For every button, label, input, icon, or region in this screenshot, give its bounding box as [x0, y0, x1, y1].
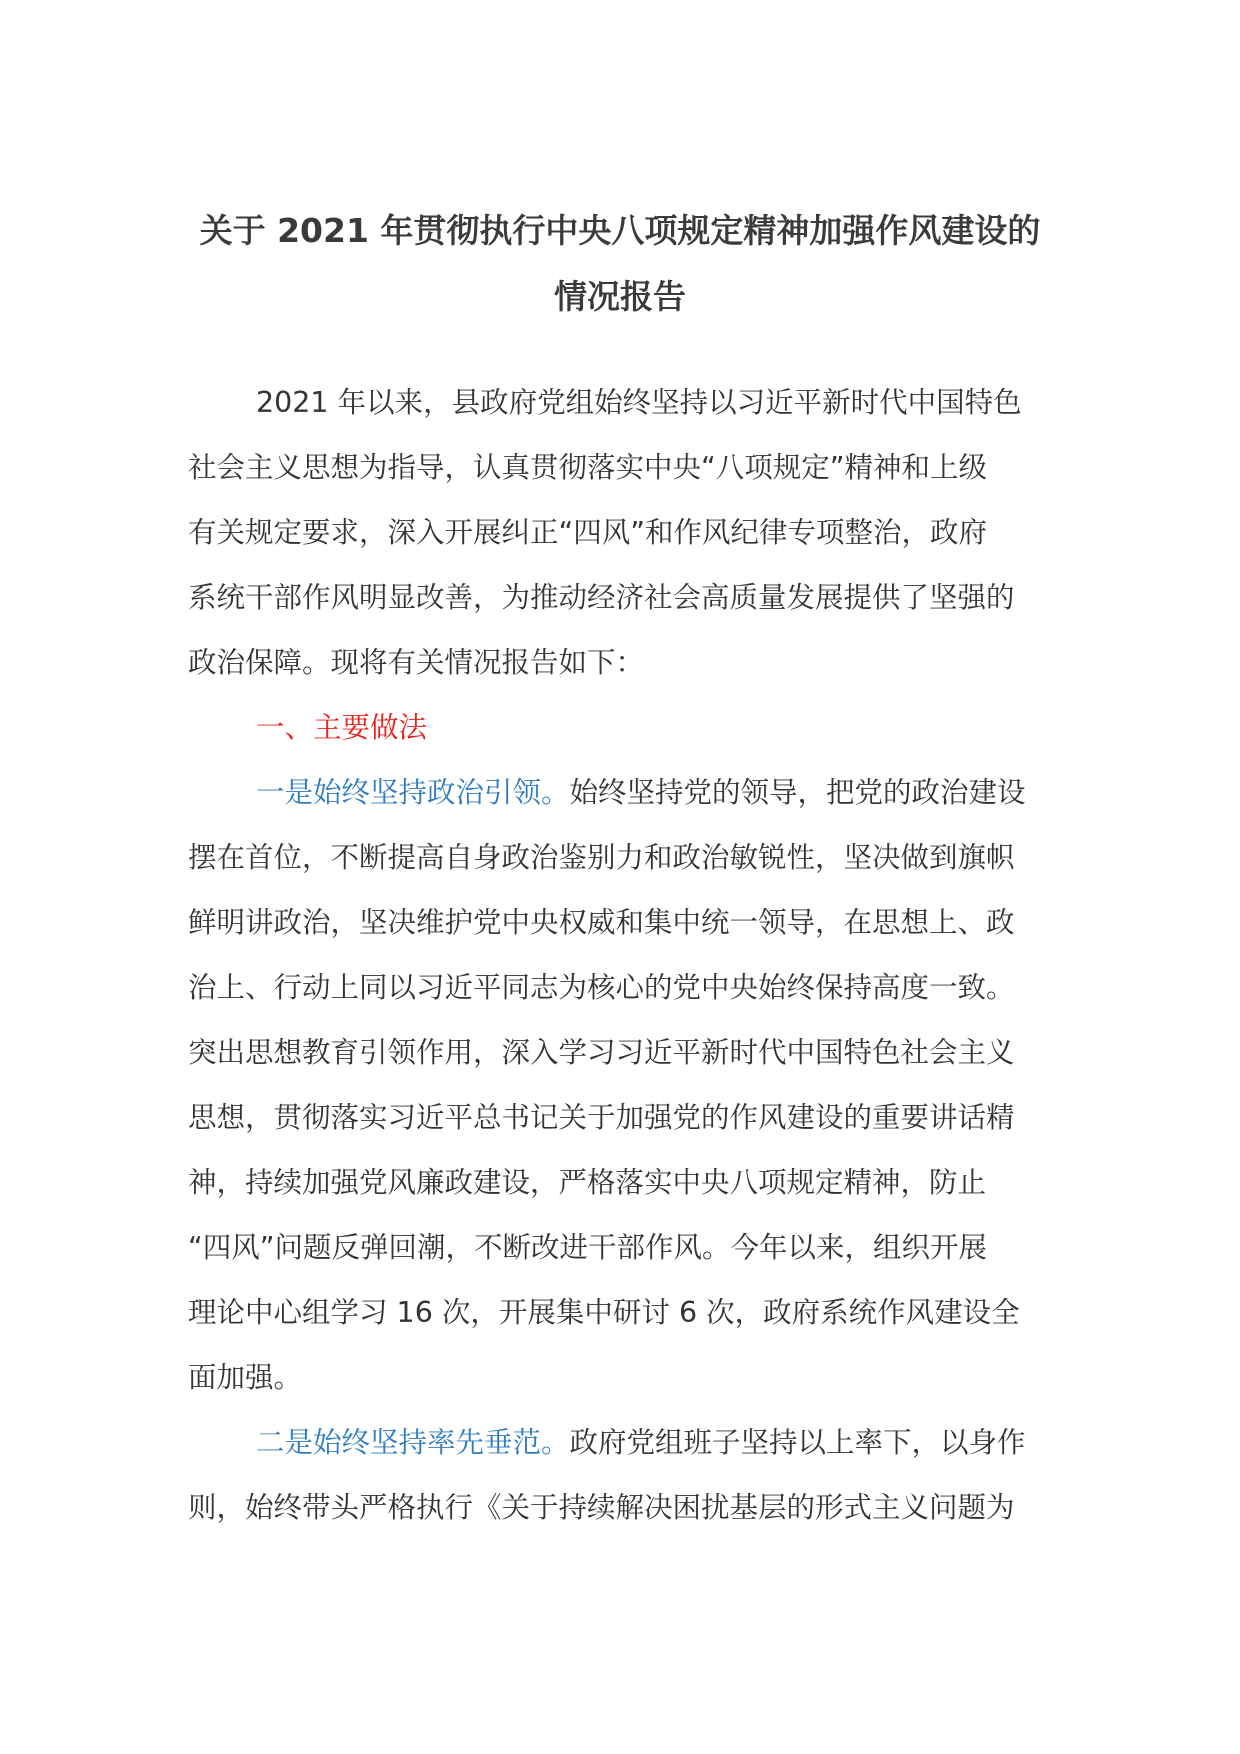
point-1-line: 鲜明讲政治，坚决维护党中央权威和集中统一领导，在思想上、政: [188, 906, 1015, 939]
point-1-line: 突出思想教育引领作用，深入学习习近平新时代中国特色社会主义: [188, 1036, 1015, 1069]
point-2-line: 则，始终带头严格执行《关于持续解决困扰基层的形式主义问题为: [188, 1491, 1015, 1524]
intro-line: 2021 年以来，县政府党组始终坚持以习近平新时代中国特色: [256, 386, 1022, 419]
point-2-first-rest: 政府党组班子坚持以上率下，以身作: [569, 1426, 1026, 1459]
document-title: [170, 198, 1070, 330]
point-2-first-line: [188, 1410, 1050, 1475]
intro-line: 政治保障。现将有关情况报告如下：: [188, 646, 645, 679]
title-line-2: 情况报告: [554, 277, 686, 316]
point-1-line: “四风”问题反弹回潮，不断改进干部作风。今年以来，组织开展: [188, 1231, 988, 1264]
point-1-line: 理论中心组学习 16 次，开展集中研讨 6 次，政府系统作风建设全: [188, 1296, 1020, 1329]
point-1-first-line: [188, 760, 1050, 825]
point-2-lead: 二是始终坚持率先垂范。: [256, 1426, 570, 1459]
point-1-line: 面加强。: [188, 1361, 303, 1394]
point-1-lead: 一是始终坚持政治引领。: [256, 776, 570, 809]
point-1-line: 摆在首位，不断提高自身政治鉴别力和政治敏锐性，坚决做到旗帜: [188, 841, 1015, 874]
point-1-line: 神，持续加强党风廉政建设，严格落实中央八项规定精神，防止: [188, 1166, 987, 1199]
section-heading: 一、主要做法: [256, 711, 428, 744]
intro-line: 社会主义思想为指导，认真贯彻落实中央“八项规定”精神和上级: [188, 451, 988, 484]
point-1-line: 治上、行动上同以习近平同志为核心的党中央始终保持高度一致。: [188, 971, 1015, 1004]
intro-line: 系统干部作风明显改善，为推动经济社会高质量发展提供了坚强的: [188, 581, 1015, 614]
point-1-line: 思想，贯彻落实习近平总书记关于加强党的作风建设的重要讲话精: [188, 1101, 1015, 1134]
title-line-1: 关于 2021 年贯彻执行中央八项规定精神加强作风建设的: [199, 211, 1041, 250]
intro-line: 有关规定要求，深入开展纠正“四风”和作风纪律专项整治，政府: [188, 516, 988, 549]
document-body: [188, 370, 1050, 1540]
point-1-first-rest: 始终坚持党的领导，把党的政治建设: [569, 776, 1026, 809]
